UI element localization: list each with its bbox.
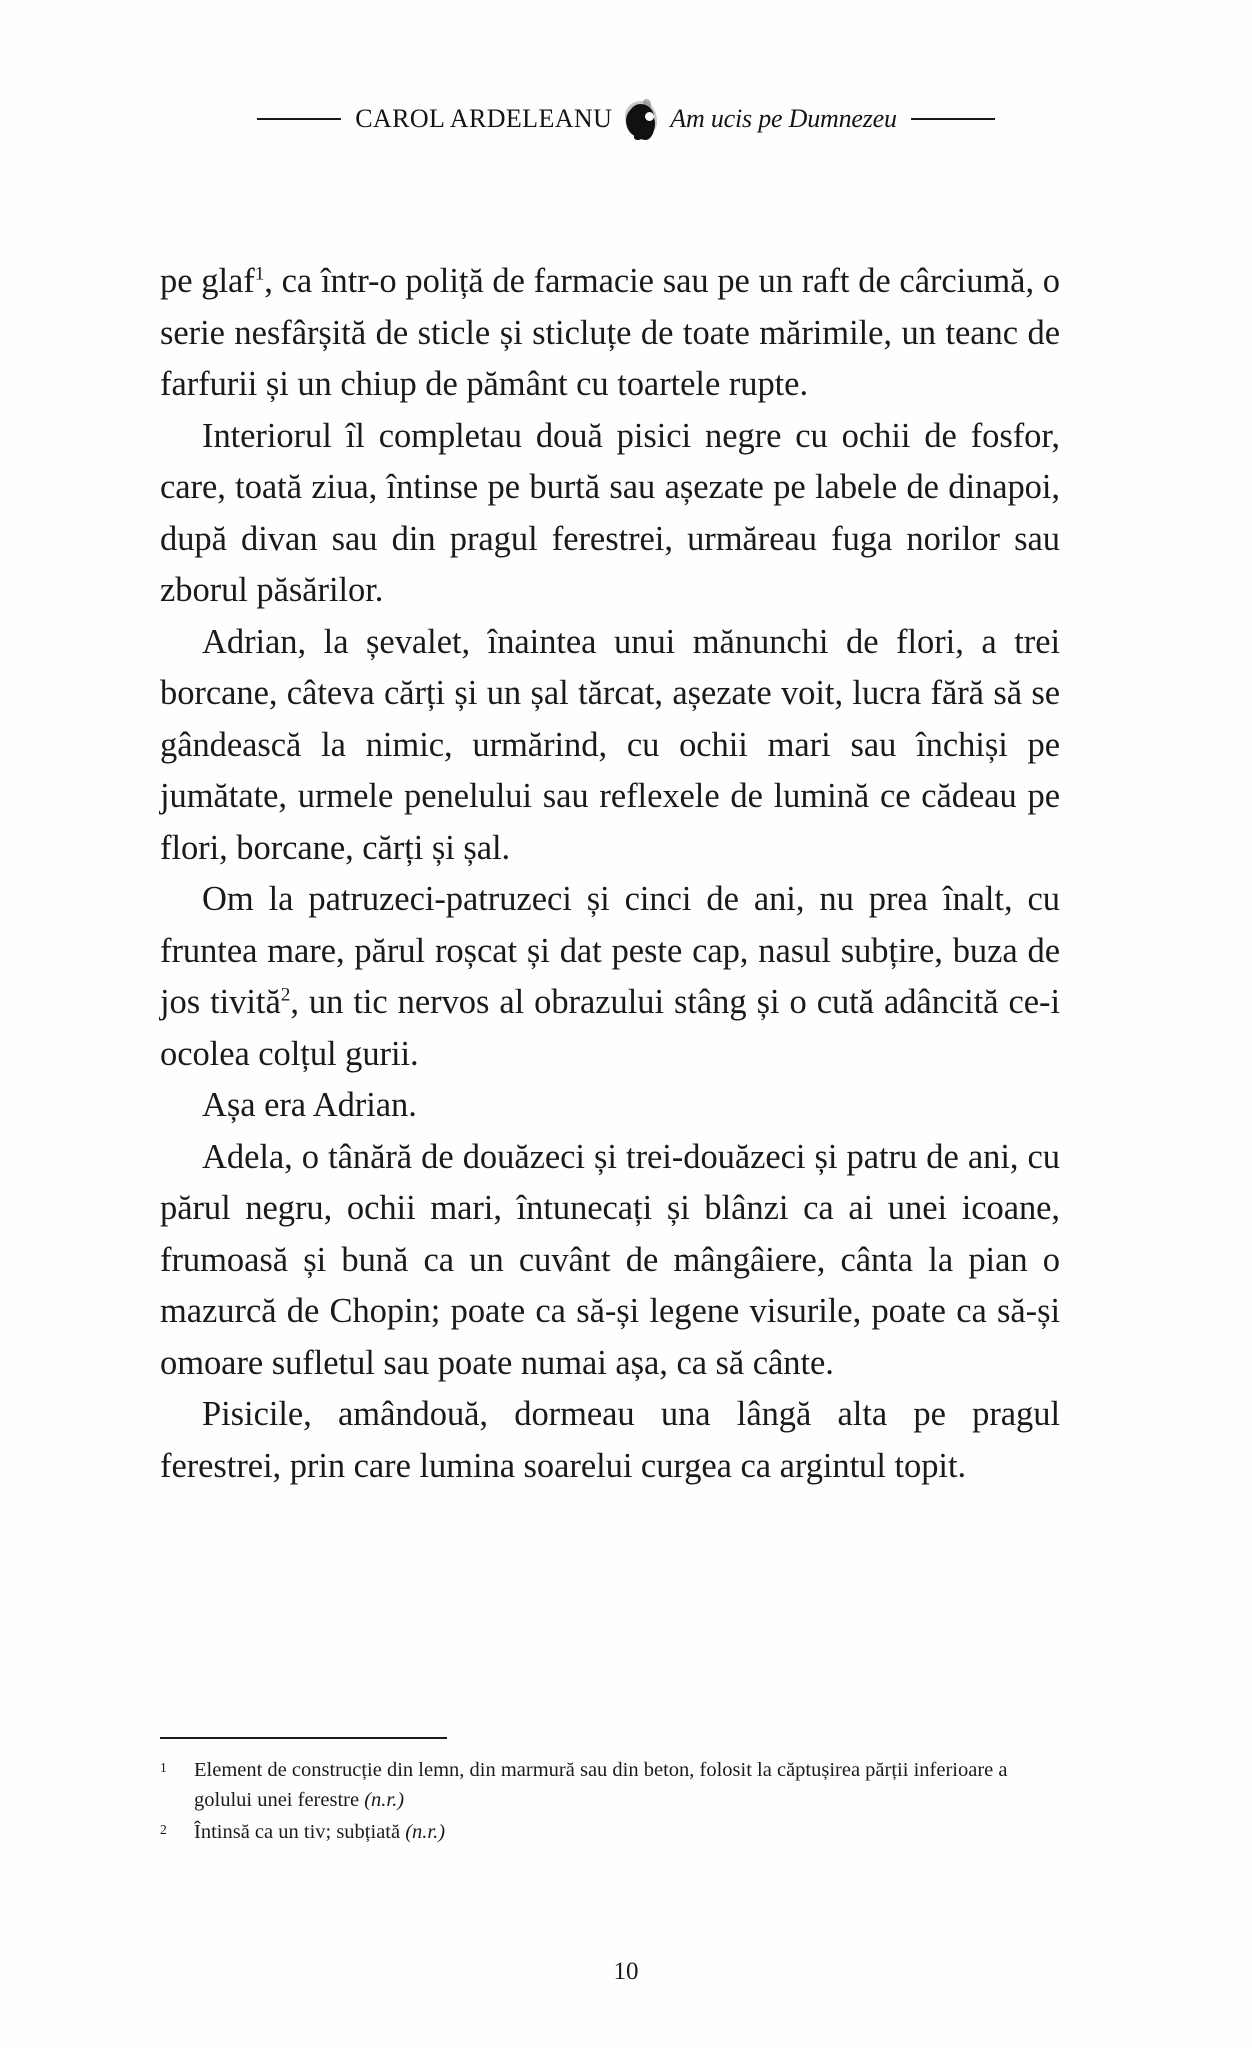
text-run: Pisicile, amândouă, dormeau una lângă alta pe pragul ferestrei, prin care lumina soarelui curgea ca argintul topit. <box>160 1395 1060 1485</box>
header-author-name: CAROL ARDELEANU <box>355 104 613 133</box>
footnote-item <box>160 1817 1060 1847</box>
italic-text: (n.r.) <box>364 1789 405 1811</box>
footnote-text <box>194 1817 1060 1847</box>
body-paragraph <box>160 1389 1060 1492</box>
footnote-reference-marker[interactable]: 2 <box>280 984 291 1006</box>
text-run: , un tic nervos al obrazului stâng și o cută adâncită ce-i ocolea colțul gurii. <box>160 983 1060 1073</box>
body-paragraph <box>160 617 1060 875</box>
text-run: Întinsă ca un tiv; subțiată <box>194 1821 406 1843</box>
body-paragraph <box>160 1132 1060 1390</box>
header-rule-left <box>257 118 341 120</box>
body-paragraph <box>160 411 1060 617</box>
text-run: Adela, o tânără de douăzeci și trei-douăzeci și patru de ani, cu părul negru, ochii mari, întunecați și blânzi ca ai unei icoane, frumoasă și bună ca un cuvânt de mângâiere, cânta la pian o mazurcă de Chopin; poate ca să-și legene visurile, poate ca să-și omoare sufletul sau poate numai așa, ca să cânte. <box>160 1137 1060 1382</box>
text-run: Așa era Adrian. <box>202 1086 417 1124</box>
footnote-reference-marker[interactable]: 1 <box>254 263 265 285</box>
ink-blot-ornament-icon <box>624 99 658 139</box>
header-rule-right <box>911 118 995 120</box>
text-run: Element de construcție din lemn, din marmură sau din beton, folosit la căptușirea părții inferioare a golului unei ferestre <box>194 1759 1008 1811</box>
italic-text: (n.r.) <box>405 1821 446 1843</box>
footnote-item <box>160 1755 1060 1815</box>
body-paragraph <box>160 1080 1060 1132</box>
footnotes-block <box>160 1737 1060 1849</box>
running-header <box>118 96 1134 142</box>
page-number: 10 <box>613 1958 639 1985</box>
body-paragraph <box>160 874 1060 1080</box>
footnote-marker: 1 <box>160 1760 167 1775</box>
text-run: Om la patruzeci-patruzeci și cinci de ani, nu prea înalt, cu fruntea mare, părul roșcat și dat peste cap, nasul subțire, buza de jos tivită <box>160 880 1060 1021</box>
footnote-text <box>194 1755 1060 1815</box>
body-text-column <box>160 256 1060 1492</box>
body-paragraph <box>160 256 1060 411</box>
header-book-title: Am ucis pe Dumnezeu <box>670 104 897 133</box>
text-run: , ca într-o poliță de farmacie sau pe un raft de cârciumă, o serie nesfârșită de sticle și sticluțe de toate mărimile, un teanc de farfurii și un chiup de pământ cu toartele rupte. <box>160 262 1060 403</box>
footnote-marker: 2 <box>160 1822 167 1837</box>
text-run: pe glaf <box>160 262 255 300</box>
footnote-separator-rule <box>160 1737 447 1739</box>
text-run: Adrian, la șevalet, înaintea unui mănunchi de flori, a trei borcane, câteva cărți și un șal tărcat, așezate voit, lucra fără să se gândească la nimic, urmărind, cu ochii mari sau închiși pe jumătate, urmele penelului sau reflexele de lumină ce cădeau pe flori, borcane, cărți și șal. <box>160 622 1060 867</box>
text-run: Interiorul îl completau două pisici negre cu ochii de fosfor, care, toată ziua, întinse pe burtă sau așezate pe labele de dinapoi, după divan sau din pragul ferestrei, urmăreau fuga norilor sau zborul păsărilor. <box>160 416 1060 609</box>
